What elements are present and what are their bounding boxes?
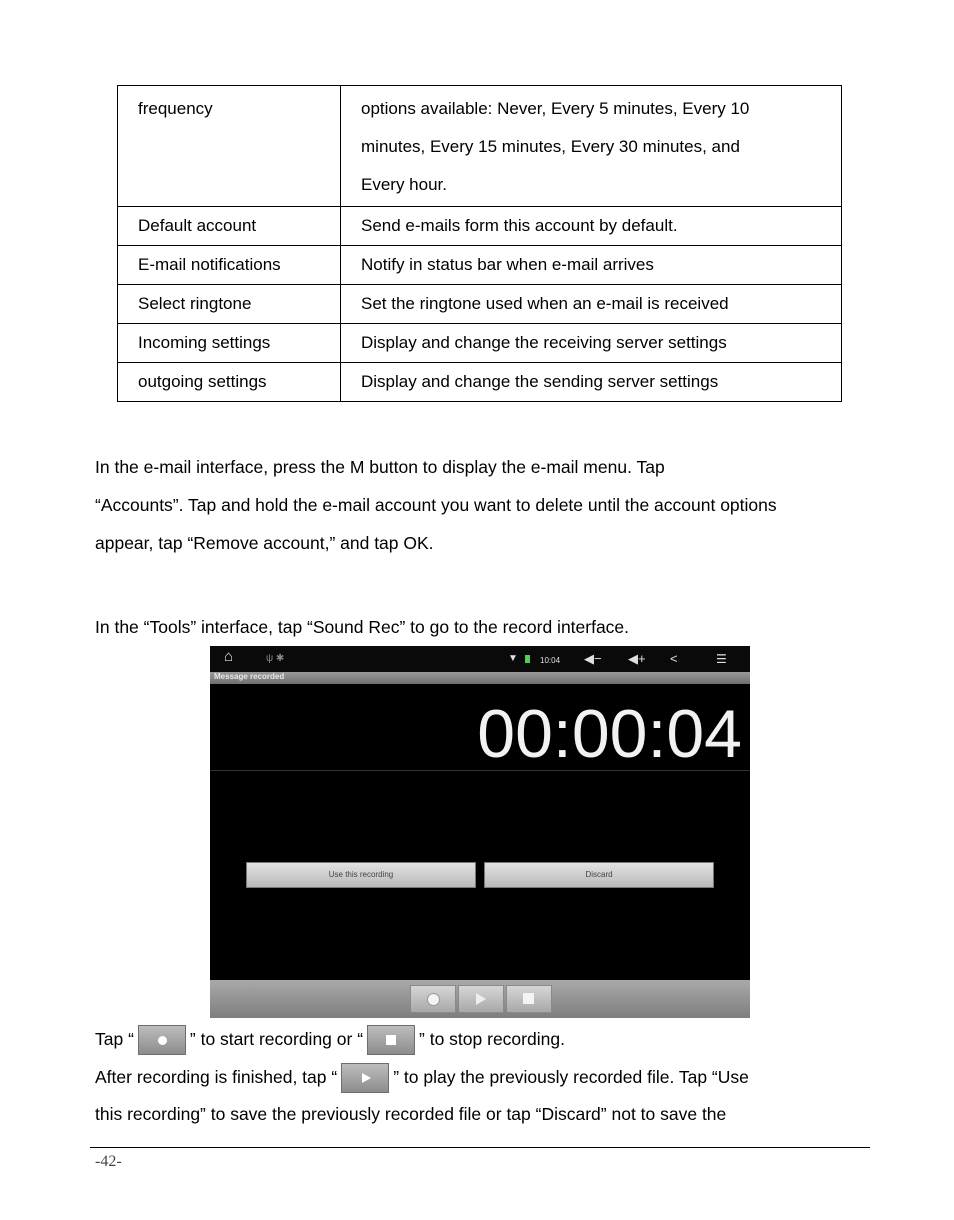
description-line: options available: Never, Every 5 minutes, Every 10 [361, 99, 750, 118]
wifi-icon: ▼ [508, 653, 518, 664]
setting-description [341, 86, 842, 207]
table-row [118, 207, 842, 246]
usb-icon: ψ ✱ [266, 653, 285, 664]
setting-name: Default account [118, 207, 341, 246]
description-line: Every hour. [361, 175, 447, 194]
description-line: minutes, Every 15 minutes, Every 30 minutes, and [361, 137, 740, 156]
volume-down-icon: ◀− [584, 651, 602, 666]
stop-square-icon [386, 1035, 396, 1045]
instruction-text: ” to start recording or “ [189, 1029, 364, 1049]
play-button[interactable] [458, 985, 504, 1013]
email-settings-table [117, 85, 842, 402]
setting-description: Display and change the sending server settings [341, 363, 842, 402]
setting-name: Incoming settings [118, 324, 341, 363]
title-bar [210, 672, 750, 684]
play-triangle-icon [476, 993, 486, 1005]
home-icon: ⌂ [224, 648, 234, 665]
menu-icon: ☰ [716, 652, 727, 666]
save-discard-instruction: this recording” to save the previously recorded file or tap “Discard” not to save the [95, 1104, 727, 1124]
status-bar [210, 646, 750, 672]
paragraph-line: “Accounts”. Tap and hold the e-mail account you want to delete until the account options [95, 495, 777, 515]
back-icon: < [670, 651, 678, 666]
table-row [118, 246, 842, 285]
stop-icon [367, 1025, 415, 1055]
volume-up-icon: ◀+ [628, 651, 646, 666]
setting-name: Select ringtone [118, 285, 341, 324]
paragraph-line: appear, tap “Remove account,” and tap OK. [95, 533, 434, 553]
page-number: -42- [95, 1153, 122, 1170]
table-row [118, 363, 842, 402]
discard-button[interactable]: Discard [484, 862, 714, 888]
play-triangle-icon [362, 1073, 371, 1083]
setting-name: frequency [118, 86, 341, 207]
table-row [118, 86, 842, 207]
sound-recorder-screenshot [210, 646, 750, 1018]
status-time: 10:04 [540, 656, 561, 665]
recording-timer: 00:00:04 [477, 696, 742, 772]
use-this-recording-button[interactable]: Use this recording [246, 862, 476, 888]
sound-rec-intro: In the “Tools” interface, tap “Sound Rec” to go to the record interface. [95, 617, 630, 637]
setting-description: Send e-mails form this account by default. [341, 207, 842, 246]
instruction-text: After recording is finished, tap “ [95, 1067, 338, 1087]
stop-button[interactable] [506, 985, 552, 1013]
record-stop-instruction [95, 1020, 855, 1058]
table-row [118, 285, 842, 324]
stop-square-icon [523, 993, 534, 1004]
instruction-text: ” to play the previously recorded file. Tap “Use [393, 1067, 749, 1087]
battery-icon [525, 655, 530, 663]
play-icon [341, 1063, 389, 1093]
table-row [118, 324, 842, 363]
record-icon [138, 1025, 186, 1055]
setting-description: Set the ringtone used when an e-mail is received [341, 285, 842, 324]
setting-description: Notify in status bar when e-mail arrives [341, 246, 842, 285]
screen-title: Message recorded [214, 672, 285, 681]
setting-name: outgoing settings [118, 363, 341, 402]
instruction-text: Tap “ [95, 1029, 134, 1049]
instruction-text: ” to stop recording. [419, 1029, 565, 1049]
paragraph-line: In the e-mail interface, press the M button to display the e-mail menu. Tap [95, 457, 665, 477]
record-dot-icon [158, 1036, 167, 1045]
setting-description: Display and change the receiving server settings [341, 324, 842, 363]
setting-name: E-mail notifications [118, 246, 341, 285]
play-instruction [95, 1058, 855, 1096]
footer-divider [90, 1147, 870, 1148]
delete-account-paragraph [95, 448, 855, 562]
record-button[interactable] [410, 985, 456, 1013]
control-bar [210, 980, 750, 1018]
record-dot-icon [427, 993, 440, 1006]
